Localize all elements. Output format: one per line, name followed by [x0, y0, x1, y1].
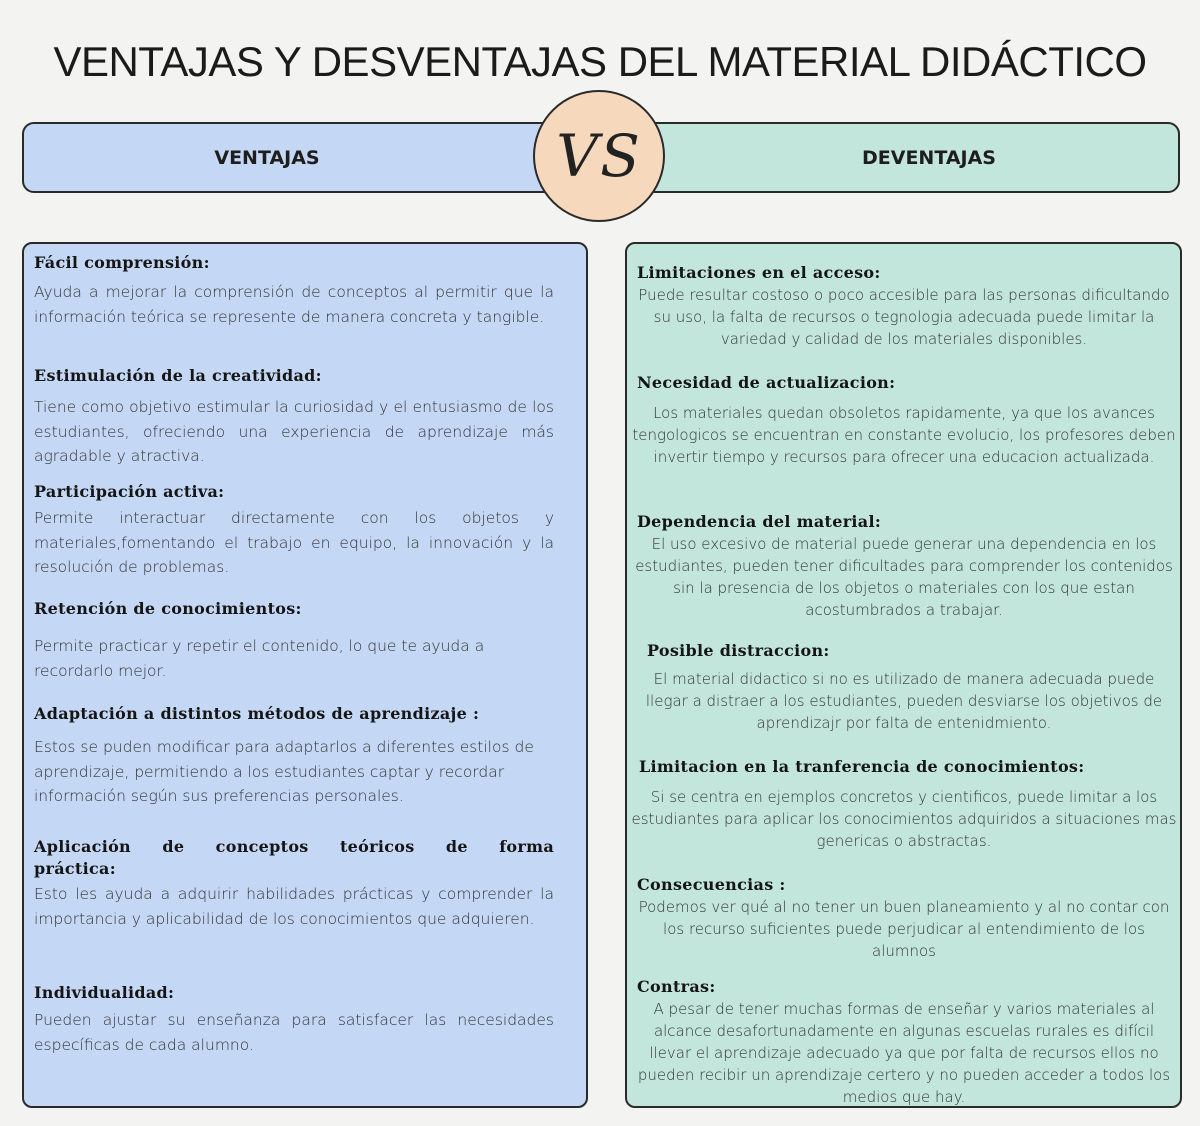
desventajas-header-label: DEVENTAJAS	[862, 146, 996, 169]
desventaja-item	[631, 511, 1177, 621]
desventaja-heading: Limitaciones en el acceso:	[637, 263, 881, 282]
ventaja-text: Ayuda a mejorar la comprensión de conceptos al permitir que la información teórica se represente de manera concreta y tangible.	[34, 283, 554, 326]
desventaja-item	[631, 372, 1177, 468]
ventaja-text: Estos se puden modificar para adaptarlos a diferentes estilos de aprendizaje, permitiendo a los estudiantes captar y recordar información según sus preferencias personales.	[34, 738, 534, 805]
desventajas-panel	[625, 242, 1182, 1108]
desventaja-text: El uso excesivo de material puede generar una dependencia en los estudiantes, pueden tener dificultades para comprender los contenidos sin la presencia de los objetos o materiales con los que estan acostumbrados a trabajar.	[635, 535, 1173, 619]
desventaja-heading: Dependencia del material:	[637, 512, 882, 531]
ventaja-heading: Adaptación a distintos métodos de aprendizaje :	[34, 704, 480, 723]
desventaja-text: Podemos ver qué al no tener un buen planeamiento y al no contar con los recurso suficientes puede perjudicar al entendimiento de los alumnos	[638, 898, 1170, 960]
ventaja-item	[34, 703, 554, 809]
desventaja-text: Los materiales quedan obsoletos rapidamente, ya que los avances tengologicos se encuentran en constante evolucio, los profesores deben invertir tiempo y recursos para ofrecer una educacion actualizada.	[632, 404, 1176, 466]
ventaja-heading: Participación activa:	[34, 482, 225, 501]
ventaja-heading: Fácil comprensión:	[34, 253, 210, 272]
desventaja-heading: Contras:	[637, 977, 716, 996]
page-title: VENTAJAS Y DESVENTAJAS DEL MATERIAL DIDÁCTICO	[53, 38, 1147, 85]
ventaja-text: Permite interactuar directamente con los objetos y materiales,fomentando el trabajo en equipo, la innovación y la resolución de problemas.	[34, 509, 554, 576]
ventaja-text: Pueden ajustar su enseñanza para satisfacer las necesidades específicas de cada alumno.	[34, 1011, 554, 1054]
ventaja-heading: Estimulación de la creatividad:	[34, 366, 322, 385]
vs-badge: VS	[533, 90, 665, 222]
ventaja-heading: Individualidad:	[34, 983, 175, 1002]
desventaja-item	[631, 976, 1177, 1108]
ventajas-header-label: VENTAJAS	[214, 146, 320, 169]
ventaja-item	[34, 598, 554, 683]
ventaja-item	[34, 365, 554, 469]
ventaja-item	[34, 982, 554, 1057]
desventaja-text: Si se centra en ejemplos concretos y cientificos, puede limitar a los estudiantes para aplicar los conocimientos adquiridos a situaciones mas genericas o abstractas.	[631, 788, 1177, 850]
ventaja-item	[34, 481, 554, 580]
desventaja-text: Puede resultar costoso o poco accesible para las personas dificultando su uso, la falta de recursos o tegnologia adecuada puede limitar la variedad y calidad de los materiales disponibles.	[638, 286, 1170, 348]
desventaja-item	[631, 874, 1177, 962]
desventaja-heading: Necesidad de actualizacion:	[637, 373, 896, 392]
ventaja-item	[34, 252, 554, 329]
desventaja-item	[631, 756, 1177, 852]
ventaja-heading: Aplicación de conceptos teóricos de forma práctica:	[34, 837, 554, 878]
desventaja-heading: Limitacion en la tranferencia de conocimientos:	[639, 757, 1085, 776]
ventajas-panel	[22, 242, 588, 1108]
desventaja-heading: Posible distraccion:	[647, 641, 830, 660]
desventaja-text: A pesar de tener muchas formas de enseñar y varios materiales al alcance desafortunadamente en algunas escuelas rurales es difícil llevar el aprendizaje adecuado ya que por falta de recursos ellos no pueden recibir un aprendizaje certero y no pueden acceder a todos los medios que hay.	[637, 1000, 1171, 1106]
desventajas-header	[618, 122, 1180, 193]
ventaja-text: Permite practicar y repetir el contenido, lo que te ayuda a recordarlo mejor.	[34, 637, 485, 680]
ventajas-header	[22, 122, 582, 193]
ventaja-text: Esto les ayuda a adquirir habilidades prácticas y comprender la importancia y aplicabilidad de los conocimientos que adquieren.	[34, 885, 554, 928]
desventaja-item	[631, 640, 1177, 734]
desventaja-heading: Consecuencias :	[637, 875, 786, 894]
ventaja-text: Tiene como objetivo estimular la curiosidad y el entusiasmo de los estudiantes, ofreciendo una experiencia de aprendizaje más agradable y atractiva.	[34, 398, 554, 465]
desventaja-item	[631, 262, 1177, 350]
ventaja-item	[34, 836, 554, 931]
desventaja-text: El material didactico si no es utilizado de manera adecuada puede llegar a distraer a los estudiantes, pueden desviarse los objetivos de aprendizajr por falta de entenidmiento.	[645, 670, 1163, 732]
ventaja-heading: Retención de conocimientos:	[34, 599, 302, 618]
